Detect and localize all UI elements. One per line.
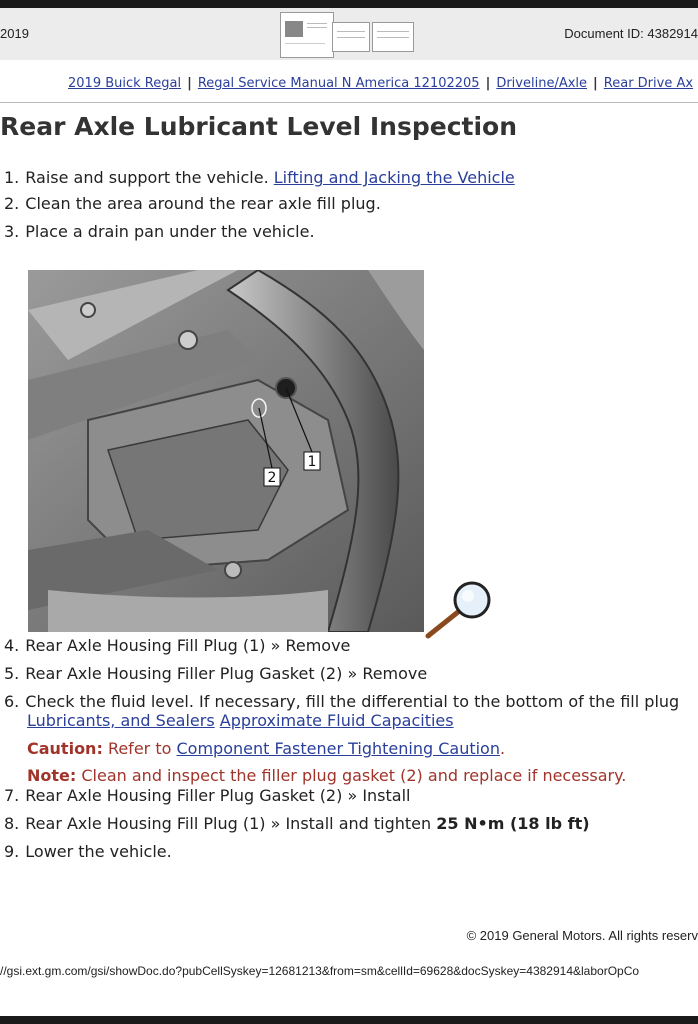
step-3: 3. Place a drain pan under the vehicle. (4, 222, 315, 241)
note: Note: Clean and inspect the filler plug gasket (2) and replace if necessary. (27, 766, 627, 785)
step-6: 6. Check the fluid level. If necessary, fill the differential to the bottom of the fill plug (4, 692, 680, 711)
link-fluid-capacities[interactable]: Approximate Fluid Capacities (219, 711, 454, 730)
page-thumbnail-1[interactable] (280, 12, 334, 58)
breadcrumb-link-manual[interactable]: Regal Service Manual N America 12102205 (197, 76, 480, 91)
document-url: //gsi.ext.gm.com/gsi/showDoc.do?pubCellSyskey=12681213&from=sm&cellId=69628&docSyskey=4382914&laborOpCo (0, 964, 640, 978)
step-4: 4. Rear Axle Housing Fill Plug (1) » Remove (4, 636, 351, 655)
document-page (0, 8, 698, 1016)
step-1: 1. Raise and support the vehicle. Lifting and Jacking the Vehicle (4, 168, 515, 187)
page-title: Rear Axle Lubricant Level Inspection (0, 112, 518, 141)
link-lubricants-sealers[interactable]: Lubricants, and Sealers (27, 711, 215, 730)
step-7: 7. Rear Axle Housing Filler Plug Gasket (2) » Install (4, 786, 411, 805)
breadcrumb-link-driveline[interactable]: Driveline/Axle (496, 76, 588, 91)
axle-illustration (28, 270, 424, 632)
breadcrumb-link-vehicle[interactable]: 2019 Buick Regal (68, 76, 182, 91)
step-5: 5. Rear Axle Housing Filler Plug Gasket (2) » Remove (4, 664, 428, 683)
torque-spec: 25 N•m (18 lb ft) (436, 814, 590, 833)
page-thumbnail-2[interactable] (332, 22, 370, 52)
divider (0, 102, 698, 103)
document-header (0, 8, 698, 60)
page-thumbnail-3[interactable] (372, 22, 414, 52)
caution-note: Caution: Refer to Component Fastener Tightening Caution. (27, 739, 506, 758)
note-label: Note: (27, 766, 77, 785)
step-2: 2. Clean the area around the rear axle fill plug. (4, 194, 381, 213)
header-date: 2019 (0, 26, 29, 41)
breadcrumb: 2019 Buick Regal | Regal Service Manual N America 12102205 | Driveline/Axle | Rear Drive Ax (68, 76, 694, 91)
magnify-icon[interactable] (422, 578, 496, 646)
copyright: © 2019 General Motors. All rights reserv (466, 928, 698, 943)
link-lifting-jacking[interactable]: Lifting and Jacking the Vehicle (273, 168, 515, 187)
callout-1: 1 (307, 454, 317, 470)
thumbnail-image-icon (281, 13, 333, 57)
step-6-links (27, 711, 454, 730)
document-id: Document ID: 4382914 (564, 26, 698, 41)
step-9: 9. Lower the vehicle. (4, 842, 172, 861)
callout-2: 2 (267, 470, 277, 486)
caution-label: Caution: (27, 739, 103, 758)
step-8: 8. Rear Axle Housing Fill Plug (1) » Install and tighten 25 N•m (18 lb ft) (4, 814, 590, 833)
link-fastener-caution[interactable]: Component Fastener Tightening Caution (176, 739, 500, 758)
breadcrumb-link-rear-drive[interactable]: Rear Drive Ax (603, 76, 694, 91)
